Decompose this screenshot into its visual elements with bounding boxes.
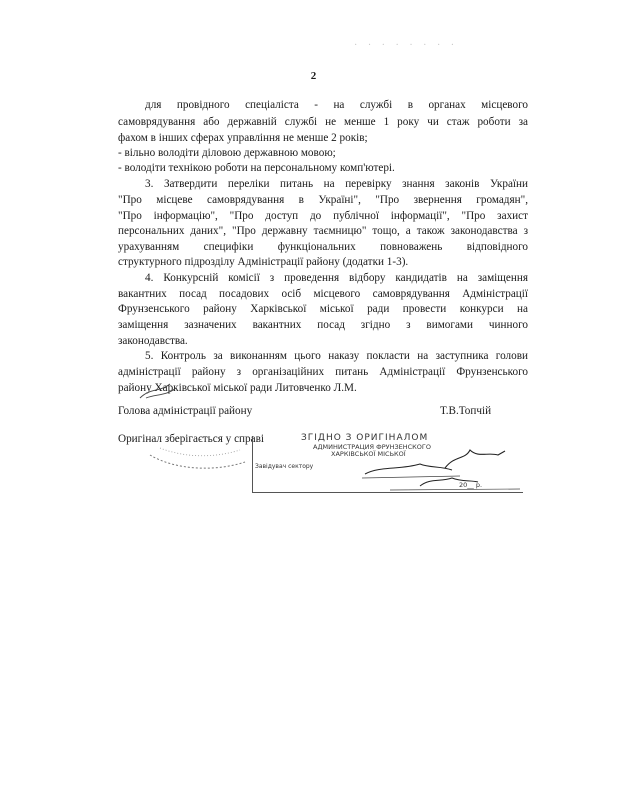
stamp-org-line: АДМИНИСТРАЦИЯ ФРУНЗЕНСКОГО: [313, 443, 431, 451]
body-line: законодавства.: [118, 335, 188, 347]
certification-stamp: [252, 433, 523, 493]
body-line: урахуванням специфіки функціональних повноважень відповідного: [118, 241, 528, 253]
body-line: фахом в інших сферах управління не менше 2 років;: [118, 132, 368, 144]
stamp-date-label: 20__ р.: [459, 481, 483, 489]
stamp-org-line: ХАРКІВСЬКОЇ МІСЬКОЇ: [331, 450, 406, 458]
body-line: "Про місцеве самоврядування в Україні", "Про звернення громадян",: [118, 194, 528, 206]
body-line: самоврядування або державній службі не менше 1 року чи стаж роботи за: [118, 116, 528, 128]
stamp-field-label: Завідувач сектору: [255, 463, 314, 470]
list-item: - володіти технікою роботи на персональному комп'ютері.: [118, 162, 395, 174]
body-line: вакантних посад посадових осіб місцевого самоврядування Адміністрації: [118, 288, 528, 300]
body-line: 3. Затвердити переліки питань на перевірку знання законів України: [145, 178, 528, 190]
body-line: адміністрації району з організаційних питань Адміністрації Фрунзенського: [118, 366, 528, 378]
body-line: "Про інформацію", "Про доступ до публічної інформації", "Про захист: [118, 210, 528, 222]
body-line: району Харківської міської ради Литовченко Л.М.: [118, 382, 357, 394]
body-line: для провідного спеціаліста - на службі в органах місцевого: [145, 99, 528, 111]
body-line: 5. Контроль за виконанням цього наказу покласти на заступника голови: [145, 350, 528, 362]
seal-fragment: [160, 448, 240, 456]
body-line: структурного підрозділу Адміністрації району (додатки 1-3).: [118, 256, 409, 268]
body-line: Фрунзенського району Харківської міської ради провести конкурси на: [118, 303, 528, 315]
signature-mark: [140, 384, 176, 398]
signatory-position: Голова адміністрації району: [118, 405, 253, 417]
original-note: Оригінал зберігається у справі: [118, 433, 264, 445]
seal-fragment: [150, 455, 245, 468]
stamp-title: ЗГІДНО З ОРИГІНАЛОМ: [301, 433, 429, 443]
body-line: 4. Конкурсній комісії з проведення відбору кандидатів на заміщення: [145, 272, 528, 284]
scan-artifact: · · · · · · · ·: [354, 40, 459, 51]
list-item: - вільно володіти діловою державною мовою;: [118, 147, 336, 159]
signatory-name: Т.В.Топчій: [440, 405, 492, 417]
body-line: заміщення зазначених вакантних посад згідно з вимогами чинного: [118, 319, 528, 331]
body-line: персональних даних", "Про державну таємницю" тощо, а також законодавства з: [118, 225, 528, 237]
page-number: 2: [310, 70, 317, 82]
